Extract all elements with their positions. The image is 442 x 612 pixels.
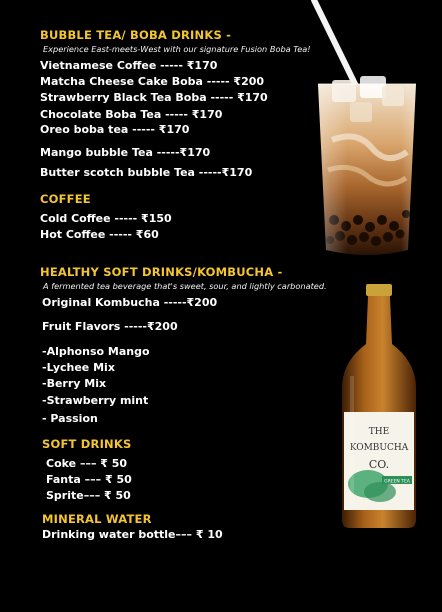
heading-soft-drinks: SOFT DRINKS — [42, 437, 132, 451]
menu-item: Mango bubble Tea -----₹170 — [40, 146, 211, 159]
flavor-item: - Passion — [42, 412, 98, 425]
flavor-item: -Lychee Mix — [42, 361, 115, 374]
menu-item: Vietnamese Coffee ----- ₹170 — [40, 59, 218, 72]
heading-bubble-tea: BUBBLE TEA/ BOBA DRINKS - — [40, 28, 232, 42]
menu-item: Fruit Flavors -----₹200 — [42, 320, 178, 333]
flavor-item: -Strawberry mint — [42, 394, 149, 407]
menu-item: Butter scotch bubble Tea -----₹170 — [40, 166, 253, 179]
tagline-bubble-tea: Experience East-meets-West with our signature Fusion Boba Tea! — [43, 44, 311, 54]
kombucha-bottle-image — [338, 284, 420, 528]
menu-item: Matcha Cheese Cake Boba ----- ₹200 — [40, 75, 265, 88]
menu-item: Drinking water bottle––– ₹ 10 — [42, 528, 223, 541]
menu-item: Strawberry Black Tea Boba ----- ₹170 — [40, 91, 268, 104]
menu-item: Chocolate Boba Tea ----- ₹170 — [40, 108, 223, 121]
bottle-label-line1: THE — [368, 427, 390, 437]
boba-glass-image — [312, 70, 422, 260]
bottle-label-line3: CO. — [368, 458, 390, 471]
bottle-label-line2: KOMBUCHA — [349, 443, 409, 453]
menu-item: Coke ––– ₹ 50 — [46, 457, 128, 470]
heading-coffee: COFFEE — [40, 192, 91, 206]
menu-item: Oreo boba tea ----- ₹170 — [40, 123, 190, 136]
bottle-label-line4: GREEN TEA — [384, 479, 410, 485]
heading-kombucha: HEALTHY SOFT DRINKS/KOMBUCHA - — [40, 265, 283, 279]
flavor-item: -Alphonso Mango — [42, 345, 150, 358]
menu-item: Sprite––– ₹ 50 — [46, 489, 131, 502]
menu-item: Fanta ––– ₹ 50 — [46, 473, 132, 486]
flavor-item: -Berry Mix — [42, 377, 107, 390]
tagline-kombucha: A fermented tea beverage that's sweet, sour, and lightly carbonated. — [43, 281, 327, 291]
menu-item: Original Kombucha -----₹200 — [42, 296, 218, 309]
menu-item: Hot Coffee ----- ₹60 — [40, 228, 159, 241]
heading-mineral-water: MINERAL WATER — [42, 512, 152, 526]
menu-item: Cold Coffee ----- ₹150 — [40, 212, 172, 225]
